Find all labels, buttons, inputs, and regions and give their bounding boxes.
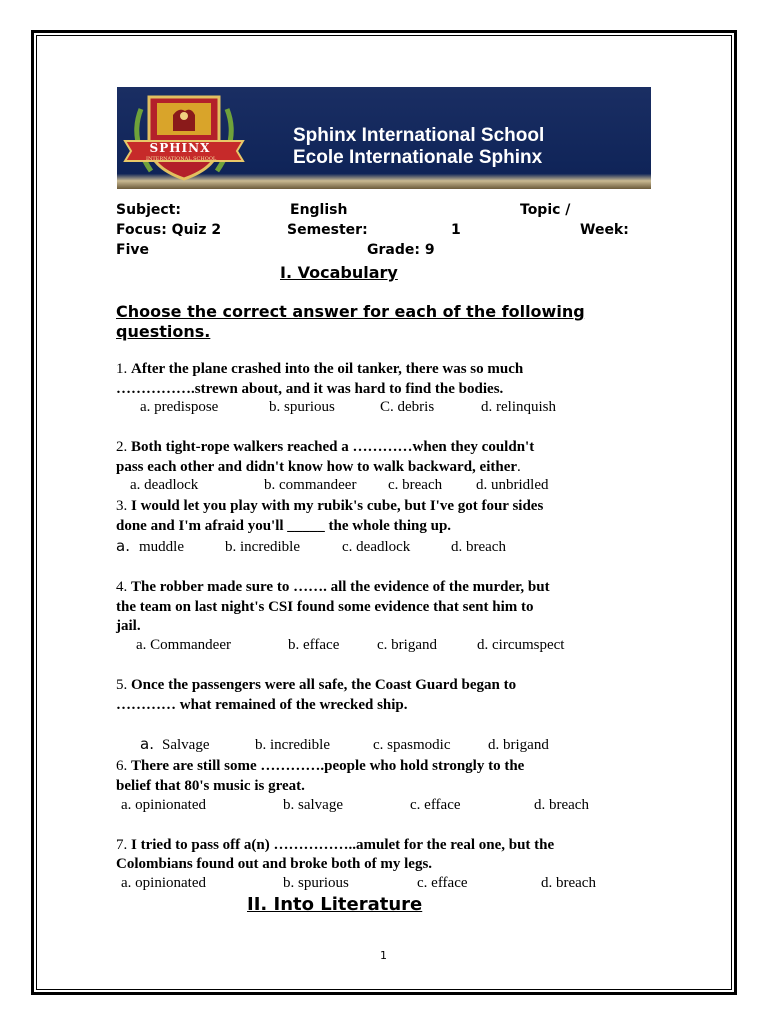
grade-label: Grade: 9 [367,242,435,258]
topic-label: Topic / [520,202,571,218]
option[interactable]: d. relinquish [481,399,556,415]
crest-label: SPHINX [149,141,211,155]
question-5-line-2: ………… what remained of the wrecked ship. [116,697,408,713]
question-6-line-2: belief that 80's music is great. [116,778,305,794]
option[interactable]: d. unbridled [476,477,549,493]
section-literature-heading: II. Into Literature [247,894,423,915]
option[interactable]: b. spurious [283,875,349,891]
option[interactable]: d. breach [534,797,589,813]
crest-sublabel: INTERNATIONAL SCHOOL [146,156,217,162]
school-banner [117,87,651,189]
option-letter: a. [140,735,154,753]
option[interactable]: c. brigand [377,637,437,653]
subject-label: Subject: [116,202,181,218]
option[interactable]: Salvage [162,737,210,753]
question-4-line-1: 4. The robber made sure to ……. all the evidence of the murder, but [116,579,550,595]
section-vocabulary-heading: I. Vocabulary [280,263,398,282]
option[interactable]: c. breach [388,477,443,493]
question-5-line-1: 5. Once the passengers were all safe, the Coast Guard began to [116,677,517,693]
option-letter: a. [116,537,130,555]
option[interactable]: c. deadlock [342,539,411,555]
school-name [293,125,544,169]
page-number: 1 [380,949,387,962]
week-value: Five [116,242,149,258]
school-name-en: Sphinx International School [293,125,545,146]
option[interactable]: d. circumspect [477,637,565,653]
option[interactable]: a. predispose [140,399,219,415]
question-7-line-1: 7. I tried to pass off a(n) ……………..amulet for the real one, but the [116,837,555,853]
question-7-line-2: Colombians found out and broke both of my legs. [116,856,433,872]
option[interactable]: c. efface [417,875,468,891]
option[interactable]: d. breach [541,875,596,891]
option[interactable]: a. deadlock [130,477,199,493]
semester-label: Semester: [287,222,368,238]
question-3-line-1: 3. I would let you play with my rubik's cube, but I've got four sides [116,498,544,514]
question-2-line-2: pass each other and didn't know how to walk backward, either. [116,459,521,475]
option[interactable]: c. spasmodic [373,737,451,753]
option[interactable]: b. salvage [283,797,343,813]
question-2-line-1: 2. Both tight-rope walkers reached a …………when they couldn't [116,439,535,455]
option[interactable]: d. breach [451,539,506,555]
school-name-fr: Ecole Internationale Sphinx [293,147,543,168]
question-3-line-2: done and I'm afraid you'll _____ the whole thing up. [116,518,452,534]
question-6-line-1: 6. There are still some ………….people who hold strongly to the [116,758,525,774]
week-label: Week: [580,222,629,238]
option[interactable]: c. efface [410,797,461,813]
semester-value: 1 [451,222,461,238]
question-1-line-1: 1. After the plane crashed into the oil tanker, there was so much [116,361,524,377]
option[interactable]: a. Commandeer [136,637,231,653]
school-crest-icon [121,89,247,183]
option[interactable]: b. incredible [255,737,330,753]
option[interactable]: a. opinionated [121,875,206,891]
instruction-line-1: Choose the correct answer for each of the following [116,302,585,321]
option[interactable]: b. spurious [269,399,335,415]
question-1-line-2: …………….strewn about, and it was hard to find the bodies. [116,381,504,397]
option[interactable]: C. debris [380,399,435,415]
option[interactable]: b. incredible [225,539,300,555]
question-4-line-3: jail. [116,618,141,634]
option[interactable]: a. opinionated [121,797,206,813]
question-4-line-2: the team on last night's CSI found some evidence that sent him to [116,599,534,615]
focus-label: Focus: Quiz 2 [116,222,222,238]
option[interactable]: b. efface [288,637,340,653]
subject-value: English [290,202,348,218]
instruction-line-2: questions. [116,322,211,341]
option[interactable]: d. brigand [488,737,549,753]
option[interactable]: b. commandeer [264,477,357,493]
option[interactable]: muddle [139,539,184,555]
